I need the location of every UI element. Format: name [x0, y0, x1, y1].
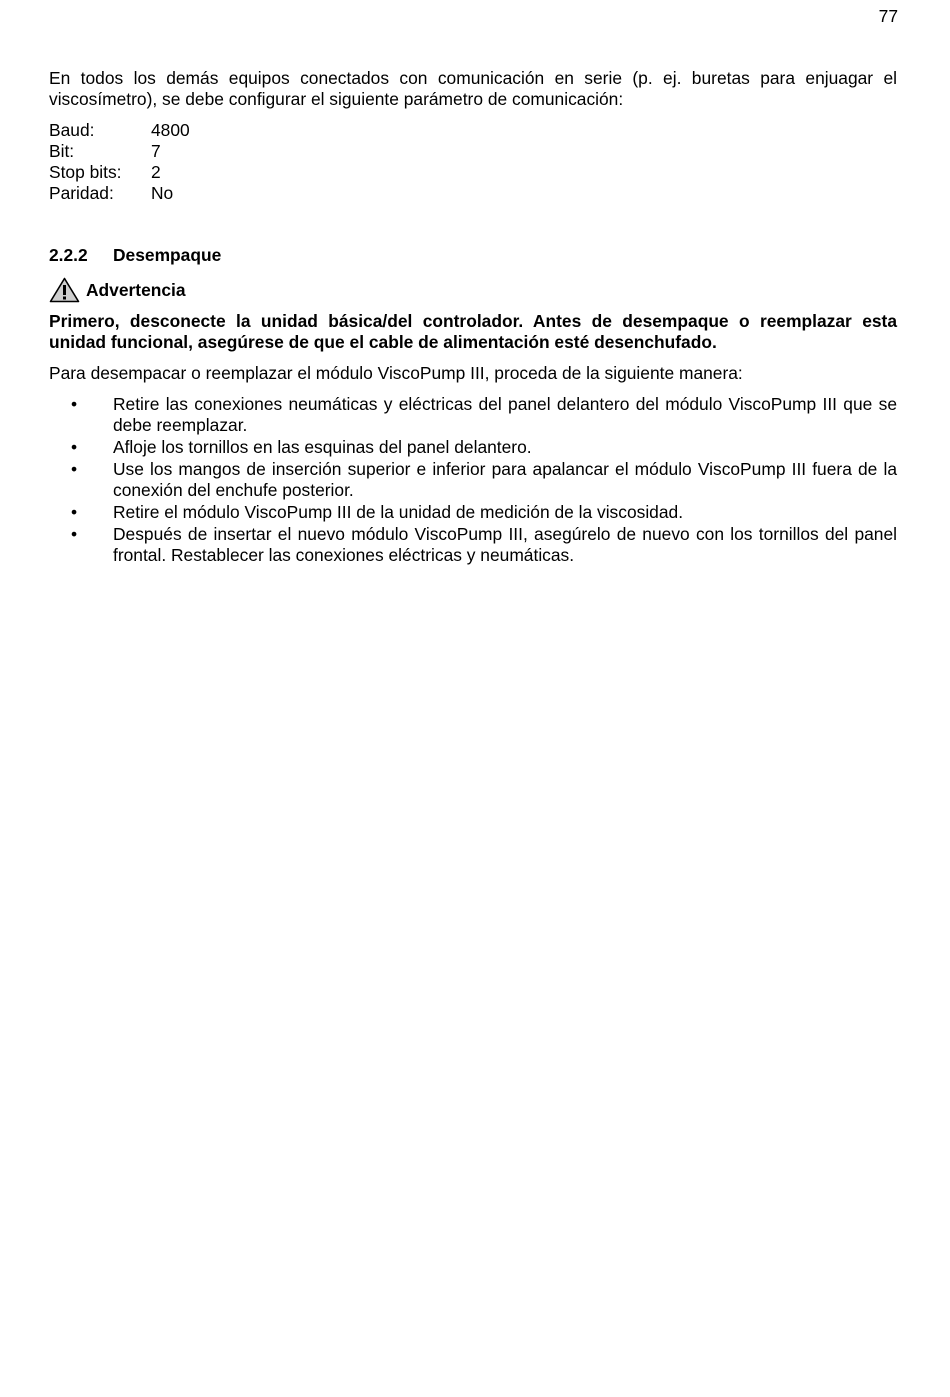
- list-item: [49, 524, 897, 566]
- list-item: [49, 459, 897, 501]
- step-text: Use los mangos de inserción superior e inferior para apalancar el módulo ViscoPump III fuera de la conexión del enchufe posterior.: [113, 459, 897, 500]
- warning-triangle-icon: [49, 277, 80, 303]
- list-item: [49, 394, 897, 436]
- intro-paragraph: En todos los demás equipos conectados con comunicación en serie (p. ej. buretas para enjuagar el viscosímetro), se debe configurar el siguiente parámetro de comunicación:: [49, 68, 897, 109]
- param-value: 2: [151, 162, 161, 182]
- param-label: Baud:: [49, 120, 95, 140]
- param-value: 7: [151, 141, 161, 161]
- step-text: Afloje los tornillos en las esquinas del panel delantero.: [113, 437, 532, 457]
- page-number: 77: [878, 6, 898, 26]
- step-text: Retire el módulo ViscoPump III de la unidad de medición de la viscosidad.: [113, 502, 684, 522]
- warning-label: Advertencia: [86, 279, 186, 300]
- bullet-icon: •: [71, 437, 78, 457]
- param-label: Paridad:: [49, 183, 114, 203]
- section-heading: [49, 245, 897, 266]
- section-title: Desempaque: [113, 245, 222, 265]
- bullet-icon: •: [71, 459, 78, 479]
- warning-text: Primero, desconecte la unidad básica/del controlador. Antes de desempaque o reemplazar esta unidad funcional, asegúrese de que el cable de alimentación esté desenchufado.: [49, 311, 897, 352]
- step-text: Después de insertar el nuevo módulo ViscoPump III, asegúrelo de nuevo con los tornillos del panel frontal. Restablecer las conexiones eléctricas y neumáticas.: [113, 524, 897, 565]
- bullet-icon: •: [71, 524, 78, 544]
- param-value: 4800: [151, 120, 190, 140]
- warning-header: [49, 277, 897, 303]
- communication-params: [49, 120, 897, 204]
- bullet-icon: •: [71, 394, 78, 414]
- procedure-steps: [49, 394, 897, 566]
- param-label: Stop bits:: [49, 162, 122, 182]
- param-value: No: [151, 183, 174, 203]
- param-label: Bit:: [49, 141, 75, 161]
- section-number: 2.2.2: [49, 245, 88, 265]
- bullet-icon: •: [71, 502, 78, 522]
- page-content: [49, 68, 897, 567]
- list-item: [49, 502, 897, 523]
- procedure-lead: Para desempacar o reemplazar el módulo ViscoPump III, proceda de la siguiente manera:: [49, 363, 743, 383]
- step-text: Retire las conexiones neumáticas y eléctricas del panel delantero del módulo ViscoPump III que se debe reemplazar.: [113, 394, 897, 435]
- list-item: [49, 437, 897, 458]
